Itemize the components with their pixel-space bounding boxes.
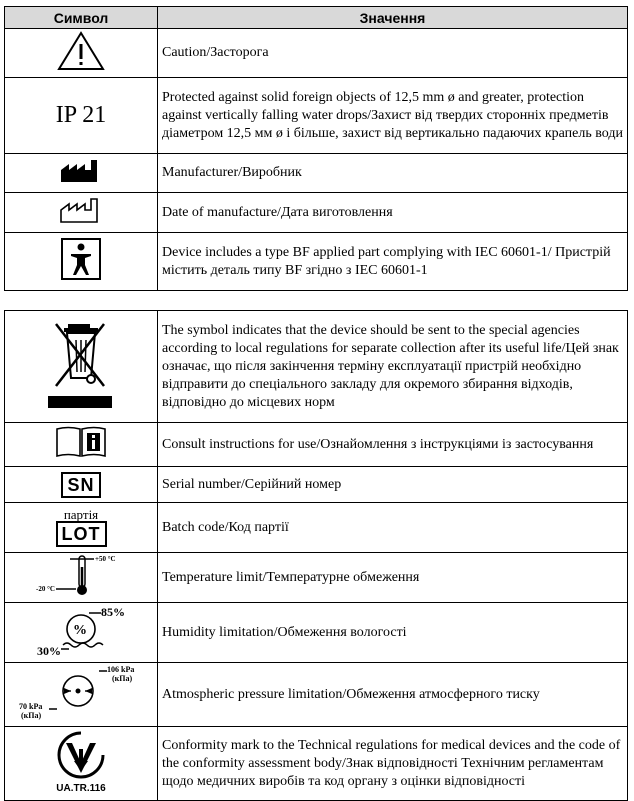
symbol-cell	[5, 727, 158, 801]
symbol-cell	[5, 154, 158, 193]
header-symbol: Символ	[5, 7, 158, 29]
symbols-table-2	[4, 310, 628, 801]
pressure-low-label: 70 kPa	[19, 702, 43, 711]
consult-instructions-icon	[55, 425, 107, 459]
meaning-cell: Temperature limit/Температурне обмеження	[158, 553, 628, 603]
pressure-high-unit-label: (кПа)	[112, 674, 133, 683]
meaning-cell: Atmospheric pressure limitation/Обмеження атмосферного тиску	[158, 663, 628, 727]
meaning-cell: Batch code/Код партії	[158, 503, 628, 553]
bf-applied-part-icon	[60, 237, 102, 281]
meaning-cell: Manufacturer/Виробник	[158, 154, 628, 193]
symbol-cell	[5, 29, 158, 78]
manufacturer-icon	[59, 158, 103, 184]
humidity-limit-icon	[31, 603, 131, 657]
table-row	[5, 503, 628, 553]
symbol-cell	[5, 553, 158, 603]
date-of-manufacture-icon	[59, 196, 103, 224]
table-row	[5, 311, 628, 423]
table-row	[5, 663, 628, 727]
table-row	[5, 423, 628, 467]
table-row	[5, 233, 628, 291]
temperature-limit-icon	[36, 553, 126, 597]
meaning-cell: Device includes a type BF applied part complying with IEC 60601-1/ Пристрій містить деталь типу BF згідно з IEC 60601-1	[158, 233, 628, 291]
symbol-cell	[5, 233, 158, 291]
meaning-cell: Humidity limitation/Обмеження вологості	[158, 603, 628, 663]
symbol-cell	[5, 78, 158, 154]
symbols-table-1	[4, 6, 628, 291]
table-row	[5, 603, 628, 663]
table-row	[5, 727, 628, 801]
table-row	[5, 154, 628, 193]
ua-conformity-mark-icon	[46, 727, 116, 795]
symbol-cell	[5, 467, 158, 503]
table-row	[5, 467, 628, 503]
humidity-low-label: 30%	[37, 644, 61, 657]
meaning-cell: Date of manufacture/Дата виготовлення	[158, 193, 628, 233]
pressure-low-unit-label: (кПа)	[21, 711, 42, 720]
meaning-cell: The symbol indicates that the device should be sent to the special agencies according to local regulations for separate collection after its useful life/Цей знак означає, що після закінчення терміну експлуатації пристрій необхідно відправити до спеціального закладу для окремого збирання відходів, відповідно до місцевих норм	[158, 311, 628, 423]
batch-word-label: партія	[63, 507, 99, 522]
meaning-cell: Conformity mark to the Technical regulations for medical devices and the code of the conformity assessment body/Знак відповідності Технічним регламентам щодо медичних виробів та код органу з оцінки відповідності	[158, 727, 628, 801]
symbol-cell	[5, 503, 158, 553]
table-row	[5, 78, 628, 154]
meaning-cell: Caution/Засторога	[158, 29, 628, 78]
symbol-cell	[5, 603, 158, 663]
temp-high-label: +50 °C	[95, 555, 116, 563]
header-meaning: Значення	[158, 7, 628, 29]
meaning-cell: Serial number/Серійний номер	[158, 467, 628, 503]
lot-label: LOT	[56, 521, 107, 547]
ip-rating-label: IP 21	[55, 102, 107, 128]
table-row	[5, 29, 628, 78]
batch-code-icon	[56, 508, 107, 547]
table-row	[5, 193, 628, 233]
symbol-cell	[5, 663, 158, 727]
table-row	[5, 553, 628, 603]
weee-crossed-bin-icon	[46, 316, 116, 412]
pressure-limit-icon	[11, 663, 151, 721]
humidity-high-label: 85%	[101, 605, 125, 619]
symbol-cell	[5, 193, 158, 233]
pressure-high-label: 106 kPa	[107, 665, 135, 674]
symbol-cell	[5, 311, 158, 423]
caution-icon	[57, 31, 105, 71]
symbol-cell	[5, 423, 158, 467]
table-header-row	[5, 7, 628, 29]
serial-number-icon: SN	[61, 472, 100, 498]
ua-mark-label: UA.TR.116	[56, 783, 106, 794]
svg-text:%: %	[73, 623, 87, 638]
temp-low-label: -20 °C	[36, 585, 55, 593]
meaning-cell: Protected against solid foreign objects of 12,5 mm ø and greater, protection against vertically falling water drops/Захист від твердих сторонніх предметів діаметром 12,5 мм ø і більше, захист від вертикально падаючих крапель води	[158, 78, 628, 154]
meaning-cell: Consult instructions for use/Ознайомлення з інструкціями із застосування	[158, 423, 628, 467]
